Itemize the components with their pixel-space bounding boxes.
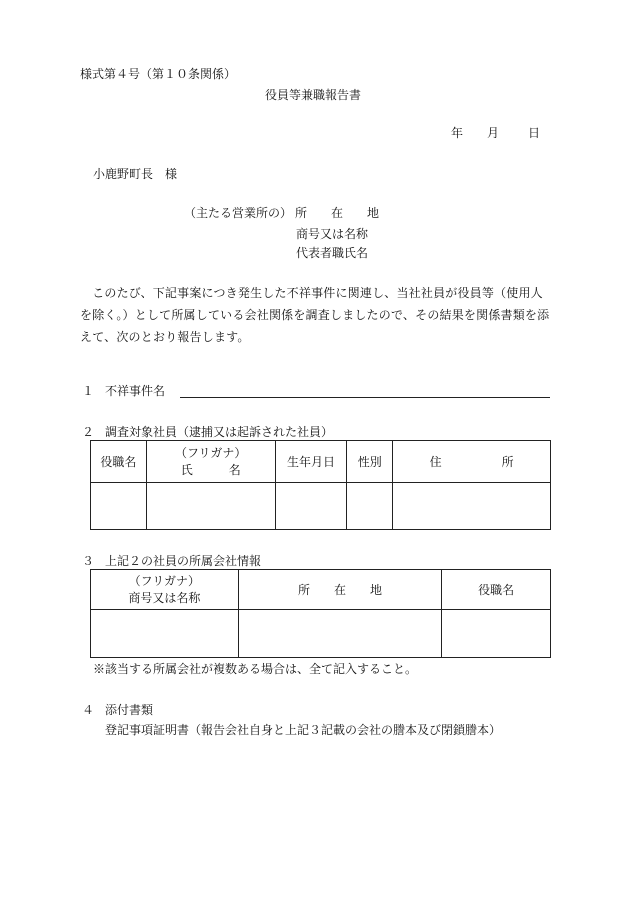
- employee-table-header: [91, 441, 551, 483]
- date-month: 月: [487, 126, 500, 140]
- header-furigana: （フリガナ）: [175, 445, 247, 460]
- document-title: 役員等兼職報告書: [265, 88, 362, 102]
- reporter-prefix: （主たる営業所の）: [184, 206, 293, 220]
- section2-number: ２: [82, 425, 95, 439]
- cell-company[interactable]: [91, 610, 239, 658]
- employee-table-row: [91, 483, 551, 530]
- company-table: [90, 569, 551, 658]
- header-location: 所 在 地: [238, 570, 442, 610]
- section4-label: 添付書類: [105, 703, 154, 717]
- header-position: 役職名: [91, 441, 147, 483]
- header-name-label: 氏 名: [180, 462, 241, 477]
- section3-label: 上記２の社員の所属会社情報: [105, 554, 262, 568]
- header-company-name: 商号又は名称: [128, 590, 201, 605]
- cell-birthdate[interactable]: [275, 483, 347, 530]
- cell-gender[interactable]: [347, 483, 393, 530]
- section4-number: ４: [82, 703, 95, 717]
- section3-note: ※該当する所属会社が複数ある場合は、全て記入すること。: [93, 662, 418, 676]
- incident-name-line: [180, 397, 550, 398]
- cell-name[interactable]: [146, 483, 275, 530]
- reporter-company-label: 商号又は名称: [296, 227, 369, 241]
- company-table-row: [91, 610, 551, 658]
- date-year: 年: [451, 126, 464, 140]
- header-company-furigana: （フリガナ）: [128, 573, 201, 588]
- cell-position[interactable]: [91, 483, 147, 530]
- section1-number: １: [82, 384, 95, 398]
- cell-address[interactable]: [393, 483, 551, 530]
- addressee: 小鹿野町長 様: [93, 167, 178, 181]
- header-company: [91, 570, 239, 610]
- reporter-representative-label: 代表者職氏名: [296, 246, 369, 260]
- header-gender: 性別: [347, 441, 393, 483]
- cell-company-position[interactable]: [442, 610, 551, 658]
- section3-number: ３: [82, 554, 95, 568]
- date-day: 日: [528, 126, 541, 140]
- header-name: [146, 441, 275, 483]
- section1-label: 不祥事件名: [105, 384, 166, 398]
- form-number: 様式第４号（第１０条関係）: [80, 67, 237, 81]
- cell-location[interactable]: [238, 610, 442, 658]
- header-birthdate: 生年月日: [275, 441, 347, 483]
- employee-table: [90, 440, 551, 530]
- section2-label: 調査対象社員（逮捕又は起訴された社員）: [105, 425, 334, 439]
- header-address: 住 所: [393, 441, 551, 483]
- body-paragraph: このたび、下記事案につき発生した不祥事件に関連し、当社社員が役員等（使用人を除く。）として所属している会社関係を調査しましたので、その結果を関係書類を添えて、次のとおり報告します。: [80, 286, 550, 344]
- section4-content: 登記事項証明書（報告会社自身と上記３記載の会社の謄本及び閉鎖謄本）: [105, 723, 502, 737]
- company-table-header: [91, 570, 551, 610]
- header-company-position: 役職名: [442, 570, 551, 610]
- reporter-address-label: 所 在 地: [295, 206, 380, 220]
